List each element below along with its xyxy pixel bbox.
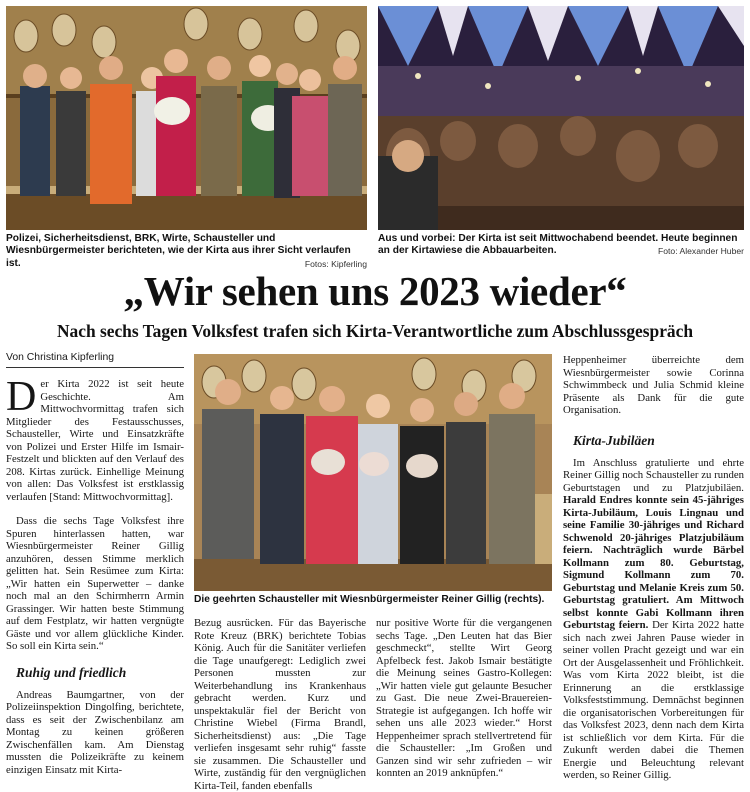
photo-credit: Fotos: Kipferling bbox=[304, 258, 367, 269]
caption-text: Die geehrten Schausteller mit Wiesnbürgermeister Reiner Gillig (rechts). bbox=[194, 594, 545, 605]
article-column-2 bbox=[194, 617, 366, 792]
article-lead bbox=[6, 374, 184, 503]
caption-text: Aus und vorbei: Der Kirta ist seit Mittwochabend beendet. Heute beginnen an der Kirtawiese die Abbauarbeiten. bbox=[378, 233, 738, 257]
article-column-3 bbox=[376, 617, 552, 780]
article-column-4 bbox=[563, 354, 744, 782]
photo-caption-center bbox=[194, 594, 552, 606]
article-column-1 bbox=[6, 374, 184, 776]
caption-text: Polizei, Sicherheitsdienst, BRK, Wirte, Schausteller und Wiesnbürgermeister berichteten, wie der Kirta aus ihrer Sicht verlaufen ist. bbox=[6, 233, 351, 269]
byline: Von Christina Kipferling bbox=[6, 351, 184, 368]
section-heading: Kirta-Jubiläen bbox=[573, 432, 655, 448]
paragraph-text: Im Anschluss gratulierte und ehrte Reiner Gillig noch Schausteller zu runden Geburtstagen und zu Platzjubiläen. bbox=[563, 456, 744, 494]
article-paragraph: Andreas Baumgartner, von der Polizeiinspektion Dingolfing, berichtete, dass es seit der Zwischenbilanz am Montag zu keinen größeren Zwischenfällen kam. Am Dienstag mussten die Polizeikräfte zu keinem einzigen Einsatz mit Kirta- bbox=[6, 688, 184, 776]
subheadline: Nach sechs Tagen Volksfest trafen sich Kirta-Verantwortliche zum Abschlussgespräch bbox=[56, 321, 694, 341]
lead-text: er Kirta 2022 ist seit heute Geschichte. Am Mittwochvormittag trafen sich Mitglieder des Festausschusses, Schausteller, Wirte und Einsatzkräfte von Polizei und Erster Hilfe im Ismair-Festzelt und blickten auf den Verlauf des 208. Kirtas zurück. Einhellige Meinung von allen: Das Volksfest ist erstklassig verlaufen [Stand: Mittwochvormittag]. bbox=[6, 378, 184, 503]
photo-honored-showmen bbox=[194, 354, 552, 591]
article-paragraph bbox=[563, 457, 744, 782]
headline: „Wir sehen uns 2023 wieder“ bbox=[123, 268, 627, 314]
paragraph-text: Der Kirta 2022 hatte sich nach zwei Jahren Pause wieder in seiner vollen Pracht gezeigt und war ein Ort der Ausgelassenheit und Fröhlichkeit. Was vom Kirta 2022 bleibt, ist die Erinnerung an die erstklassige Volksfeststimmung. Demnächst beginnen die organisatorischen Vorbereitungen für das Volksfest 2023, denn nach dem Kirta ist schließlich vor dem Kirta. Für die Zukunft werden dabei die Themen Energie und Beleuchtung relevant werden, so Reiner Gillig. bbox=[563, 619, 744, 781]
photo-group-officials bbox=[6, 6, 367, 230]
photo-caption-top-left bbox=[6, 233, 367, 270]
photo-festival-tent bbox=[378, 6, 744, 230]
photo-credit: Foto: Alexander Huber bbox=[658, 246, 744, 257]
article-paragraph: Dass die sechs Tage Volksfest ihre Spuren hinterlassen hatten, war Wiesnbürgermeister Reiner Gillig anzuhören, dessen Stimme merklich gelitten hat. Sein Resümee zum Kirta: „Wir hatten ein Superwetter – danke noch mal an den Schirmherrn Armin Grassinger. Wir hatten beste Stimmung auf dem Festplatz, wir hatten vergnügte Gäste und vor allem glückliche Kinder. So soll ein Kirta sein.“ bbox=[6, 515, 184, 652]
photo-caption-top-right bbox=[378, 233, 744, 258]
article-paragraph: Bezug ausrücken. Für das Bayerische Rote Kreuz (BRK) berichtete Tobias König. Auch für die Sanitäter verliefen die Tage unaufgeregt: Lediglich zwei Personen mussten zur Weiterbehandlung ins Krankenhaus gebracht werden. Kurz und unspektakulär fiel der Bericht von Christine Wiebel (Firma Brandl, Sicherheitsdienst) aus: „Die Tage verliefen insgesamt sehr ruhig“ fasste sie zusammen. Die Schausteller und Wirte, zuständig für den vergnüglichen Kirta-Teil, fanden ebenfalls bbox=[194, 617, 366, 792]
article-paragraph: nur positive Worte für die vergangenen sechs Tage. „Den Leuten hat das Bier geschmeckt“, stellte Wirt Georg Apfelbeck fest. Jakob Ismair bestätigte die Meinung seines Gastro-Kollegen: „Wir hatten viele gut gelaunte Besucher zu Gast. Die neue Zwei-Brauereien-Strategie ist aufgegangen. Ich hoffe wir sehen uns alle 2023 wieder.“ Horst Heppenheimer sprach stellvertretend für die Schausteller: „Im Großen und Ganzen sind wir sehr zufrieden – wir konnten an 2019 anknüpfen.“ bbox=[376, 617, 552, 779]
section-heading: Ruhig und friedlich bbox=[16, 664, 127, 680]
dropcap: D bbox=[6, 374, 37, 420]
article-paragraph: Heppenheimer überreichte dem Wiesnbürgermeister sowie Corinna Schwimmbeck und Julia Schmid kleine Präsente als Dank für die gute Organisation. bbox=[563, 354, 744, 416]
paragraph-bold-text: Harald Endres konnte sein 45-jähriges Kirta-Jubiläum, Louis Lingnau und seine Familie 30-jähriges und Richard Schwenold 20-jähriges Platzjubiläum feiern. Nachträglich wurde Bärbel Kollmann zum 80. Geburtstag, Sigmund Kollmann zum 70. Geburtstag und Melanie Kreis zum 50. Geburtstag gratuliert. Am Mittwoch selbst konnte Gabi Kollmann ihren Geburtstag feiern. bbox=[563, 494, 744, 631]
